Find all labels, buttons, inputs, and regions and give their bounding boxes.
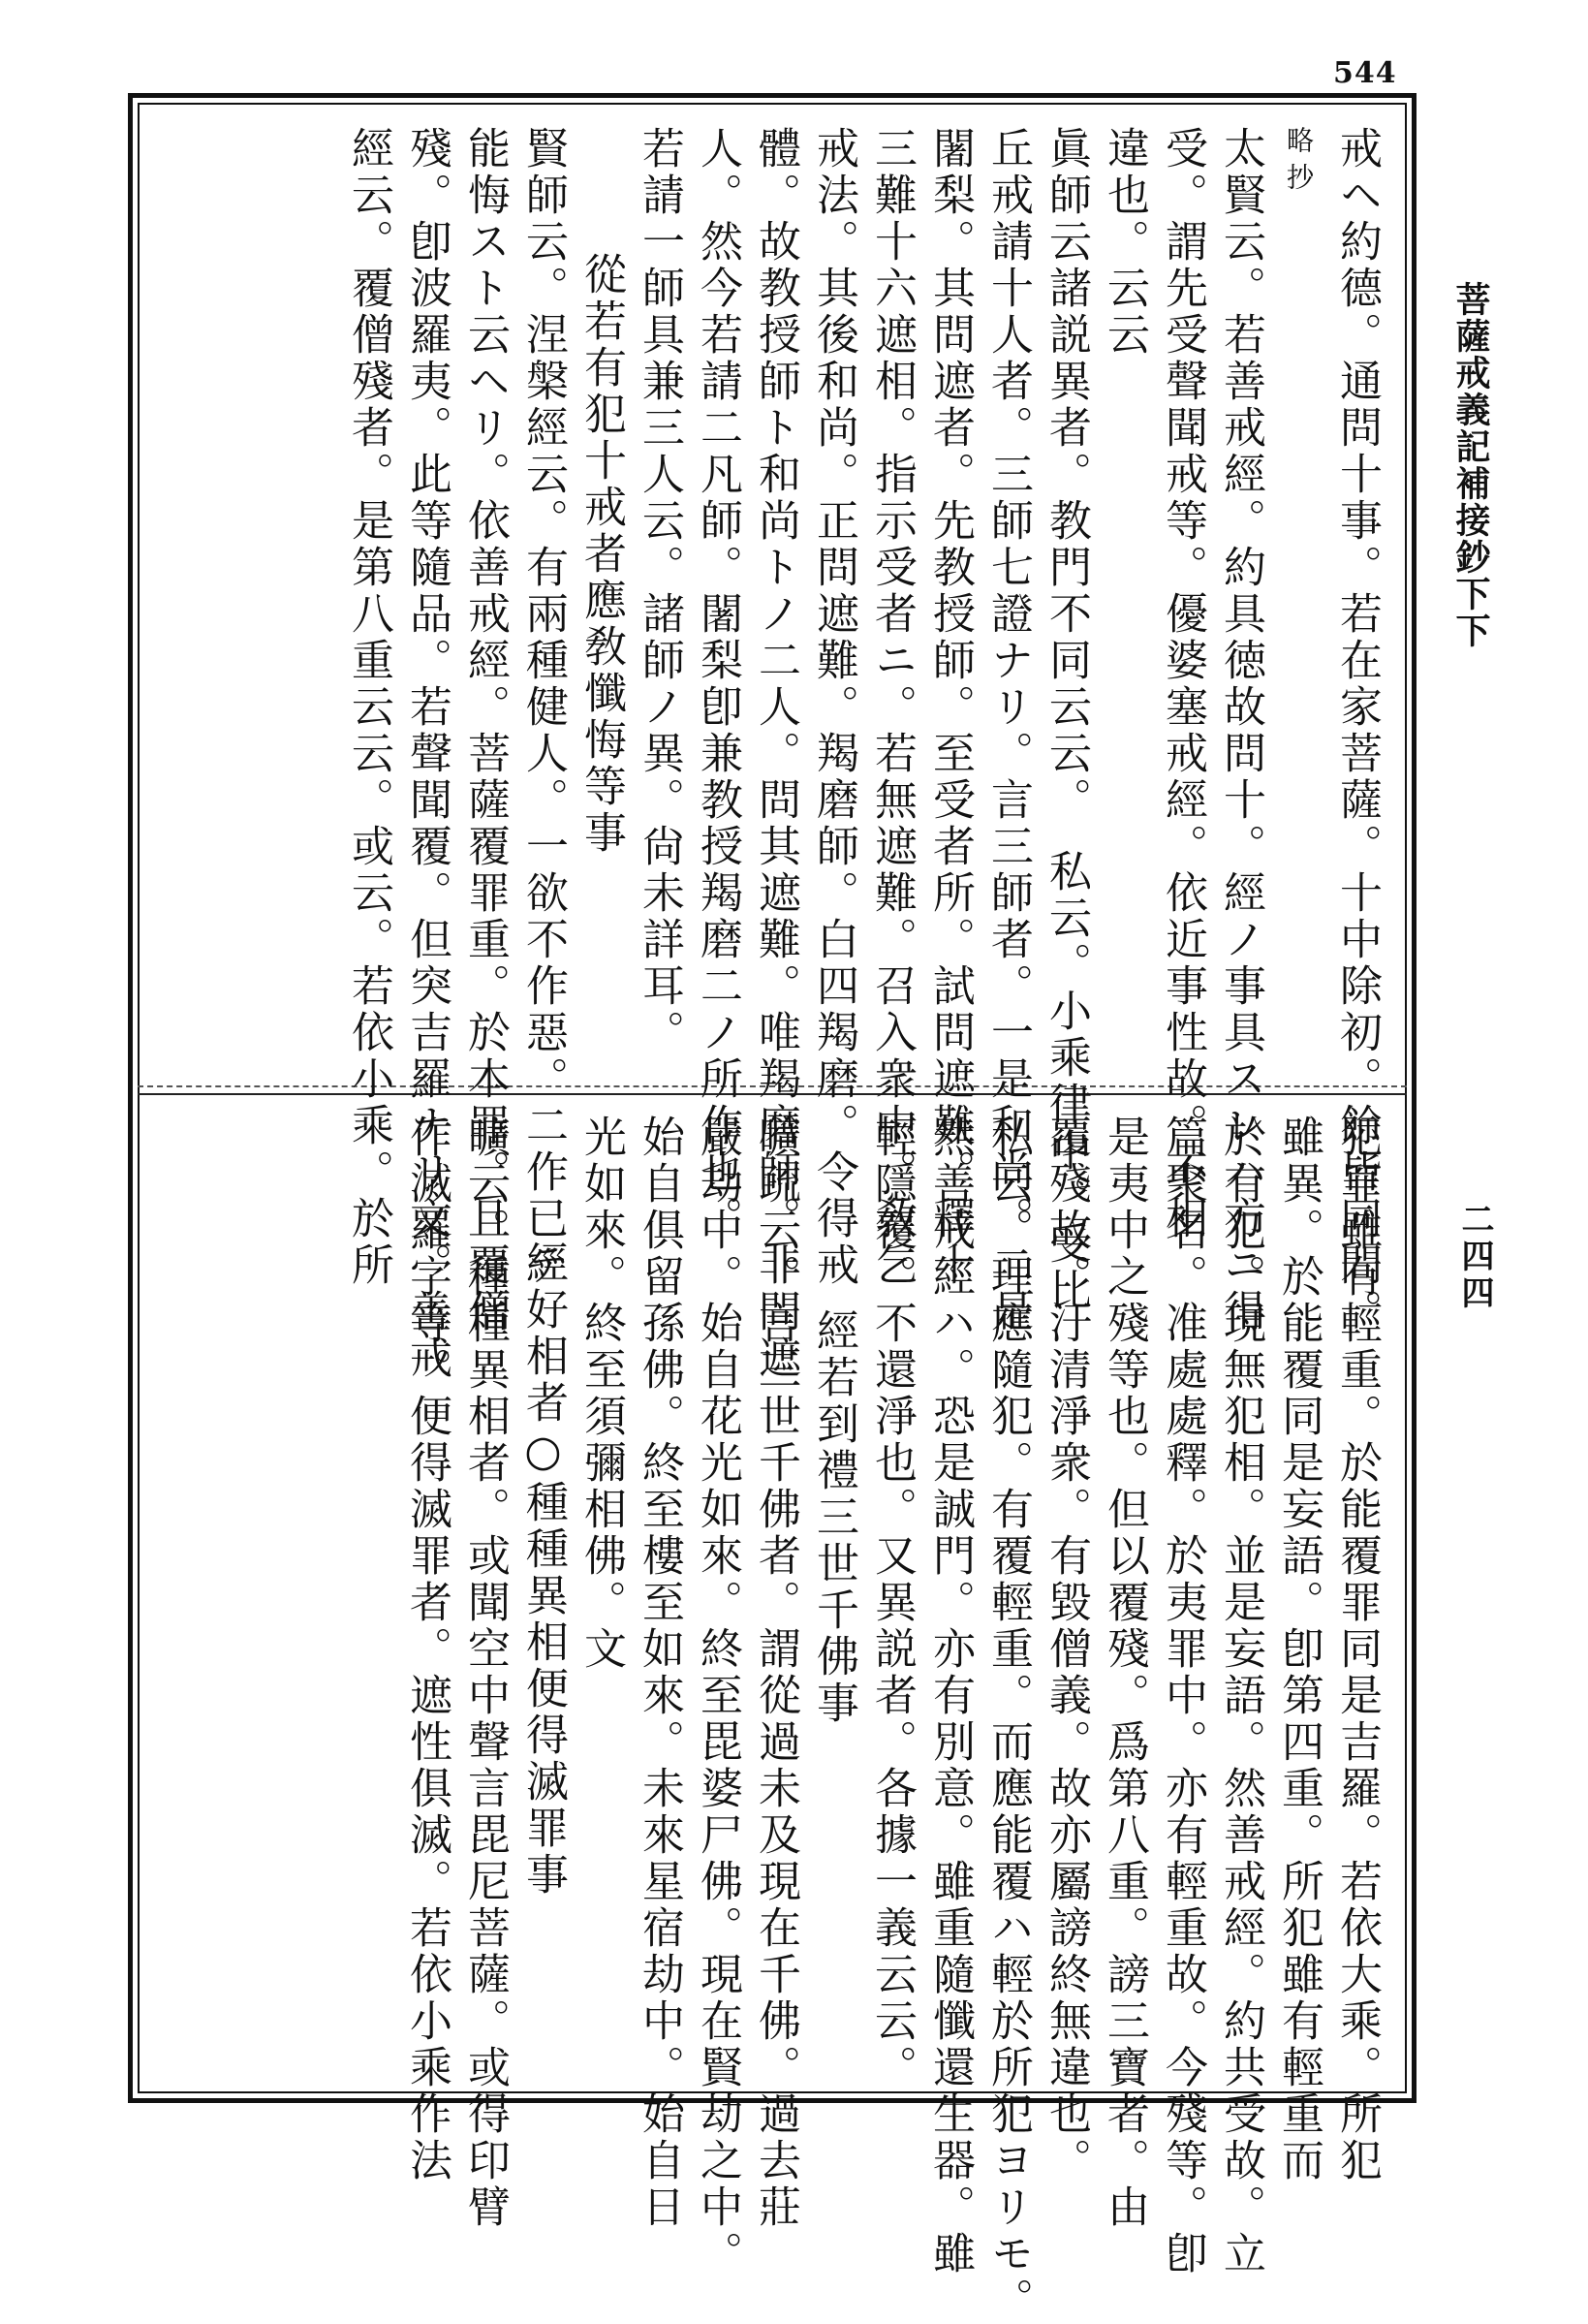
text-column: 戒法。其後和尚。正問遮難。羯磨師。白四羯磨。令得戒 xyxy=(809,126,858,1289)
text-column: 違也。云云 xyxy=(1100,126,1149,359)
text-column: 若請一師具兼三人云。諸師ノ異。尙未詳耳。 xyxy=(635,126,684,1056)
text-column: 光如來。終至須彌相佛。文 xyxy=(576,1115,626,1673)
text-column: 然善戒經ハ。恐是誠門。亦有別意。雖重隨懺還生器。雖 xyxy=(925,1115,975,2277)
text-column: 受。謂先受聲聞戒等。優婆塞戒經。依近事性故。不相 xyxy=(1158,126,1207,1242)
text-column: 曠云。種種異相者。或聞空中聲言毘尼菩薩。或得印臂 xyxy=(460,1115,510,2231)
text-column: 戒ヘ約德。通問十事。若在家菩薩。十中除初。餘皆同問。 xyxy=(1332,126,1382,1335)
text-column: 體。故教授師ト和尚トノ二人。問其遮難。唯羯磨師。非問遮 xyxy=(751,126,800,1382)
text-column: 眞師云諸説異者。教門不同云云。 私云。小乘律中。受比 xyxy=(1042,126,1091,1314)
text-column: 人。然今若請二凡師。闍梨卽兼教授羯磨二ノ所作也。 xyxy=(693,126,742,1242)
text-column: 賢師云。涅槃經云。有兩種健人。一欲不作惡。二作已テ xyxy=(518,126,568,1289)
text-column: 曠疏云。言三世千佛者。謂從過未及現在千佛。過去莊 xyxy=(751,1115,800,2231)
text-column: 闍梨。其問遮者。先教授師。至受者所。試問遮難。釋十 xyxy=(925,126,975,1289)
text-column: 雖異。於能覆同是妄語。卽第四重。所犯雖有輕重而 xyxy=(1274,1115,1323,2184)
text-column: 殘。卽波羅夷。此等隨品。若聲聞覆。但突吉羅ナリ文。善戒 xyxy=(402,126,451,1382)
text-column: 略抄 xyxy=(1283,126,1315,200)
text-column: 經云。覆僧殘者。是第八重云云。或云。若依小乘。於所 xyxy=(344,126,393,1289)
text-column: 三難十六遮相。指示受者ニ。若無遮難。召入衆中。敎乞 xyxy=(867,126,917,1289)
text-column: 丘戒請十人者。三師七證ナリ。言三師者。一是和尚。二是 xyxy=(983,126,1033,1335)
top-text-block xyxy=(155,126,1386,1382)
running-title: 菩薩戒義記補接鈔下下 xyxy=(1450,281,1491,649)
text-column: 能悔スト云ヘリ。依善戒經。菩薩覆罪重。於本罪。且覆僧 xyxy=(460,126,510,1335)
text-column: 嚴劫中。始自花光如來。終至毘婆尸佛。現在賢劫之中。 xyxy=(693,1115,742,2277)
text-column: 始自俱留孫佛。終至樓至如來。未來星宿劫中。始自日 xyxy=(635,1115,684,2231)
text-column: 太賢云。若善戒經。約具徳故問十。經ノ事具スレハ方ニ得 xyxy=(1216,126,1265,1335)
text-column: 覆殘故。汙清淨衆。有毀僧義。故亦屬謗終無違也。 xyxy=(1042,1115,1091,2184)
text-column: 經若到禮三世千佛事 xyxy=(809,1308,858,1727)
text-column: 輕隱覆。不還淨也。又異説者。各據一義云云。 xyxy=(867,1115,917,2091)
page-number: 544 xyxy=(1333,56,1397,90)
page-number-kanji: 二四四 xyxy=(1455,1202,1494,1312)
bottom-text-block xyxy=(155,1115,1386,2324)
text-column: 經好相者○種種異相便得滅罪事 xyxy=(518,1241,568,1899)
text-column: 私云。理應隨犯。有覆輕重。而應能覆ハ輕於所犯ヨリモ。 xyxy=(983,1115,1033,2324)
text-column: 犯罪雖有輕重。於能覆罪同是吉羅。若依大乘。所犯 xyxy=(1332,1115,1382,2184)
text-column: 於有犯。現無犯相。並是妄語。然善戒經。約共受故。立 xyxy=(1216,1115,1265,2277)
text-column: 篇聚名。准處處釋。於夷罪中。亦有輕重故。今殘等。卽 xyxy=(1158,1115,1207,2277)
text-column: 是夷中之殘等也。但以覆殘。爲第八重。謗三寶者。由 xyxy=(1100,1115,1149,2231)
text-column: 從若有犯十戒者應敎懺悔等事 xyxy=(576,252,626,857)
text-column: 作滅羅字等。便得滅罪者。遮性俱滅。若依小乘作法 xyxy=(402,1115,451,2184)
